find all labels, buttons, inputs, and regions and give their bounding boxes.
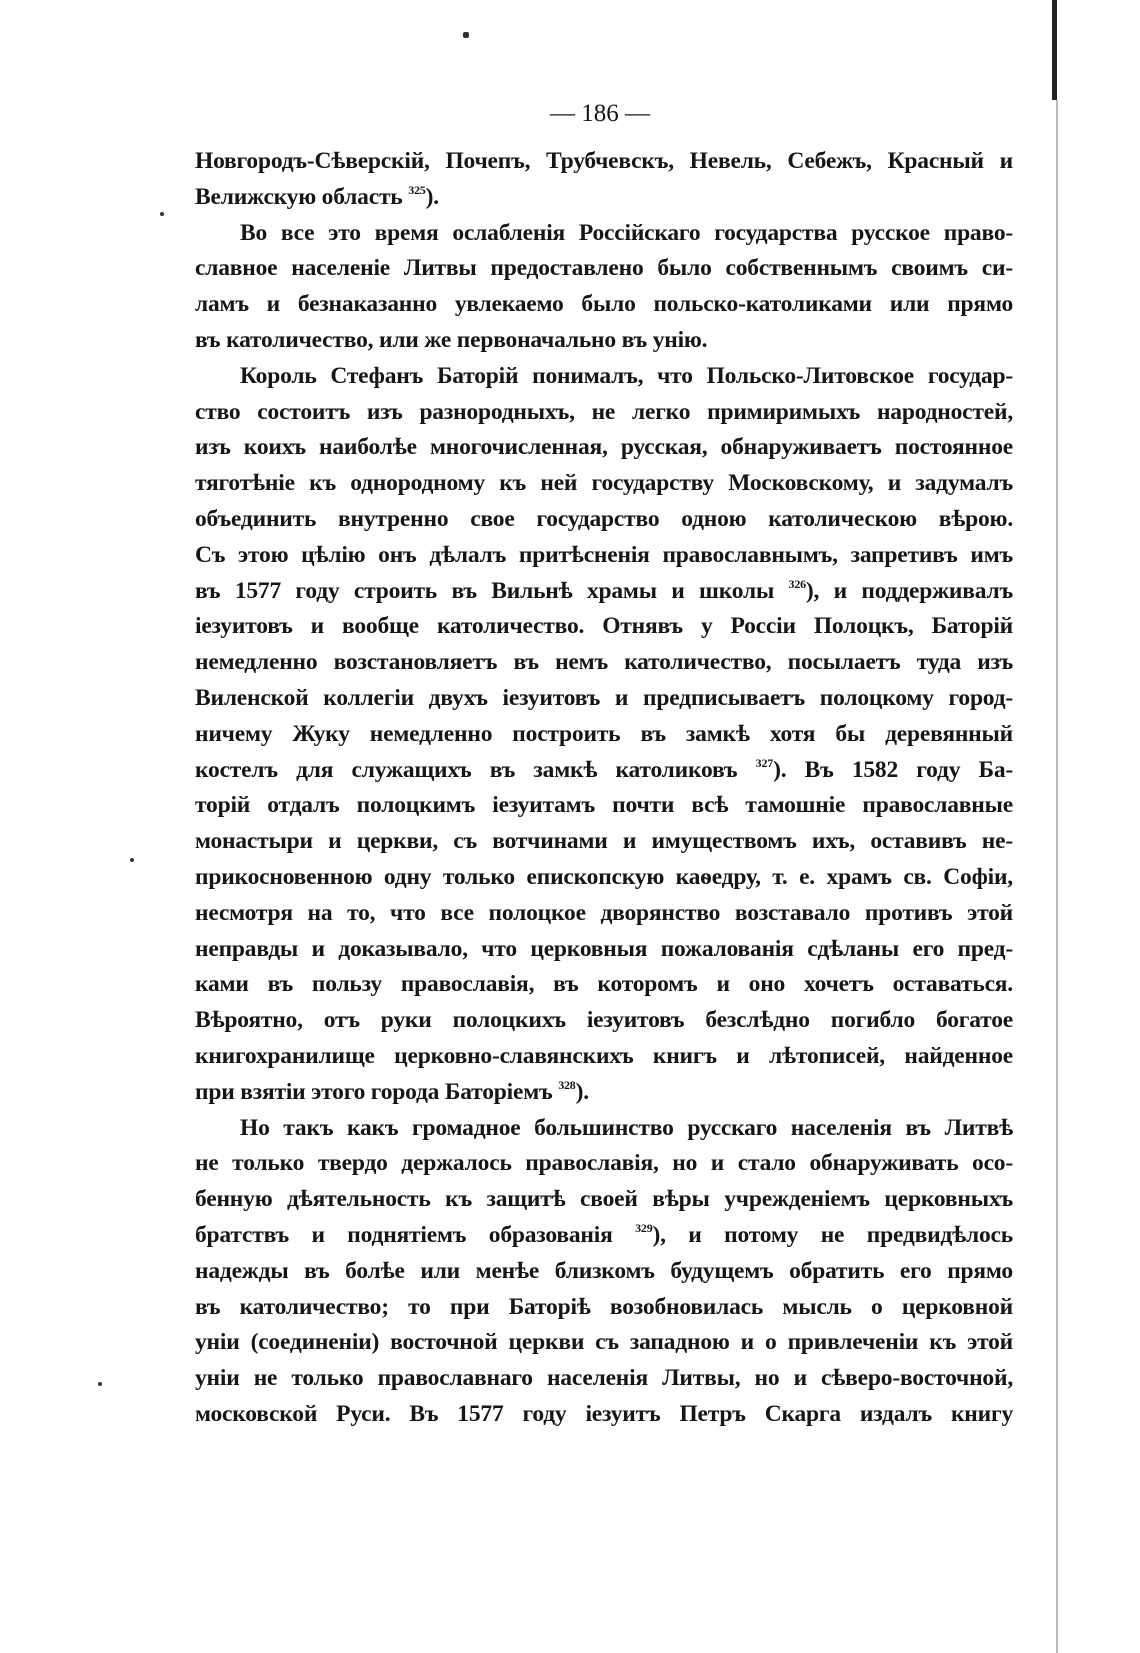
text-line xyxy=(195,1146,1013,1182)
line-text: уніи не только православнаго населенія Литвы, но и сѣверо-восточной, xyxy=(195,1365,1013,1392)
scan-speck xyxy=(160,212,164,216)
line-text: объединить внутренно свое государство одною католическою вѣрою. xyxy=(195,505,1013,532)
text-line xyxy=(195,251,1013,287)
text-line xyxy=(195,1075,1013,1111)
page-number: — 186 — xyxy=(550,100,650,127)
line-text: славное населеніе Литвы предоставлено было собственнымъ своимъ си- xyxy=(195,255,1013,282)
line-text-after-ref: ), и потому не предвидѣлось xyxy=(652,1221,1014,1248)
text-line xyxy=(195,287,1013,323)
text-line xyxy=(195,681,1013,717)
text-line xyxy=(195,430,1013,466)
text-line xyxy=(195,753,1013,789)
text-line xyxy=(195,860,1013,896)
text-line xyxy=(195,967,1013,1003)
line-text: прикосновенною одну только епископскую каѳедру, т. е. храмъ св. Софіи, xyxy=(195,863,1013,890)
line-text: уніи (соединеніи) восточной церкви съ западною и о привлеченіи къ этой xyxy=(195,1329,1013,1356)
line-text: въ 1577 году строить въ Вильнѣ храмы и школы xyxy=(195,577,789,604)
text-line xyxy=(195,1397,1013,1433)
line-text: ками въ пользу православія, въ которомъ и оно хочетъ оставаться. xyxy=(195,971,1013,998)
line-text-after-ref: ). xyxy=(575,1078,589,1105)
line-text: книгохранилище церковно-славянскихъ книгъ и лѣтописей, найденное xyxy=(195,1042,1013,1069)
text-line xyxy=(195,144,1013,180)
line-text: Съ этою цѣлію онъ дѣлалъ притѣсненія православнымъ, запретивъ имъ xyxy=(195,541,1013,568)
text-line xyxy=(195,1003,1013,1039)
text-line xyxy=(195,1290,1013,1326)
line-text-after-ref: ). Въ 1582 году Ба- xyxy=(773,756,1014,783)
footnote-ref: 325 xyxy=(408,182,426,197)
text-line xyxy=(195,645,1013,681)
line-text: іезуитовъ и вообще католичество. Отнявъ у Россіи Полоцкъ, Баторій xyxy=(195,613,1013,640)
text-line xyxy=(195,216,1013,252)
text-line xyxy=(195,788,1013,824)
line-text: Во все это время ослабленія Россійскаго государства русское право- xyxy=(240,219,1013,246)
text-line xyxy=(195,1182,1013,1218)
line-text: въ католичество, или же первоначально въ унію. xyxy=(195,326,708,353)
line-text: въ католичество; то при Баторіѣ возобновилась мысль о церковной xyxy=(195,1293,1013,1320)
line-text: при взятіи этого города Баторіемъ xyxy=(195,1078,559,1105)
line-text: бенную дѣятельность къ защитѣ своей вѣры учрежденіемъ церковныхъ xyxy=(195,1186,1013,1213)
text-line xyxy=(195,932,1013,968)
line-text: несмотря на то, что все полоцкое дворянство возставало противъ этой xyxy=(195,899,1013,926)
line-text: Велижскую область xyxy=(195,183,409,210)
line-text: торій отдалъ полоцкимъ іезуитамъ почти всѣ тамошніе православные xyxy=(195,792,1013,819)
text-line xyxy=(195,717,1013,753)
line-text: изъ коихъ наиболѣе многочисленная, русская, обнаруживаетъ постоянное xyxy=(195,434,1013,461)
scan-edge-mark xyxy=(1052,0,1057,100)
line-text: тяготѣніе къ однородному къ ней государству Московскому, и задумалъ xyxy=(195,470,1013,497)
footnote-ref: 326 xyxy=(788,576,806,591)
line-text: надежды въ болѣе или менѣе близкомъ будущемъ обратить его прямо xyxy=(195,1257,1013,1284)
text-line xyxy=(195,824,1013,860)
text-line xyxy=(195,1111,1013,1147)
text-line xyxy=(195,1254,1013,1290)
line-text-after-ref: ). xyxy=(425,183,439,210)
line-text: Виленской коллегіи двухъ іезуитовъ и предписываетъ полоцкому город- xyxy=(195,684,1013,711)
text-line xyxy=(195,538,1013,574)
text-line xyxy=(195,574,1013,610)
line-text-after-ref: ), и поддерживалъ xyxy=(805,577,1013,604)
line-text: неправды и доказывало, что церковныя пожалованія сдѣланы его пред- xyxy=(195,935,1013,962)
text-line xyxy=(195,1361,1013,1397)
text-line xyxy=(195,359,1013,395)
body-text xyxy=(195,144,1013,1433)
line-text: костелъ для служащихъ въ замкѣ католиковъ xyxy=(195,756,756,783)
line-text: ство состоитъ изъ разнородныхъ, не легко примиримыхъ народностей, xyxy=(195,398,1013,425)
text-line xyxy=(195,323,1013,359)
scan-speck xyxy=(130,858,134,862)
text-line xyxy=(195,1218,1013,1254)
line-text: ничему Жуку немедленно построить въ замкѣ хотя бы деревянный xyxy=(195,720,1013,747)
line-text: немедленно возстановляетъ въ немъ католичество, посылаетъ туда изъ xyxy=(195,649,1013,676)
line-text: московской Руси. Въ 1577 году іезуитъ Петръ Скарга издалъ книгу xyxy=(195,1400,1013,1427)
text-line xyxy=(195,180,1013,216)
text-line xyxy=(195,609,1013,645)
text-line xyxy=(195,1325,1013,1361)
scan-speck xyxy=(463,32,469,38)
text-line xyxy=(195,466,1013,502)
text-line xyxy=(195,1039,1013,1075)
scan-speck xyxy=(98,1382,102,1386)
text-line xyxy=(195,896,1013,932)
scan-edge-line xyxy=(1056,100,1058,1653)
line-text: монастыри и церкви, съ вотчинами и имуществомъ ихъ, оставивъ не- xyxy=(195,828,1013,855)
line-text: братствъ и поднятіемъ образованія xyxy=(195,1221,636,1248)
line-text: Но такъ какъ громадное большинство русскаго населенія въ Литвѣ xyxy=(240,1114,1013,1141)
text-line xyxy=(195,502,1013,538)
line-text: ламъ и безнаказанно увлекаемо было польско-католиками или прямо xyxy=(195,291,1013,318)
footnote-ref: 327 xyxy=(755,755,774,770)
line-text: не только твердо держалось православія, но и стало обнаруживать осо- xyxy=(195,1150,1013,1177)
footnote-ref: 329 xyxy=(635,1220,653,1235)
footnote-ref: 328 xyxy=(558,1077,576,1092)
line-text: Вѣроятно, отъ руки полоцкихъ іезуитовъ безслѣдно погибло богатое xyxy=(195,1007,1013,1034)
text-line xyxy=(195,395,1013,431)
line-text: Король Стефанъ Баторій понималъ, что Польско-Литовское государ- xyxy=(240,362,1013,389)
line-text: Новгородъ-Сѣверскій, Почепъ, Трубчевскъ, Невель, Себежъ, Красный и xyxy=(195,148,1013,174)
